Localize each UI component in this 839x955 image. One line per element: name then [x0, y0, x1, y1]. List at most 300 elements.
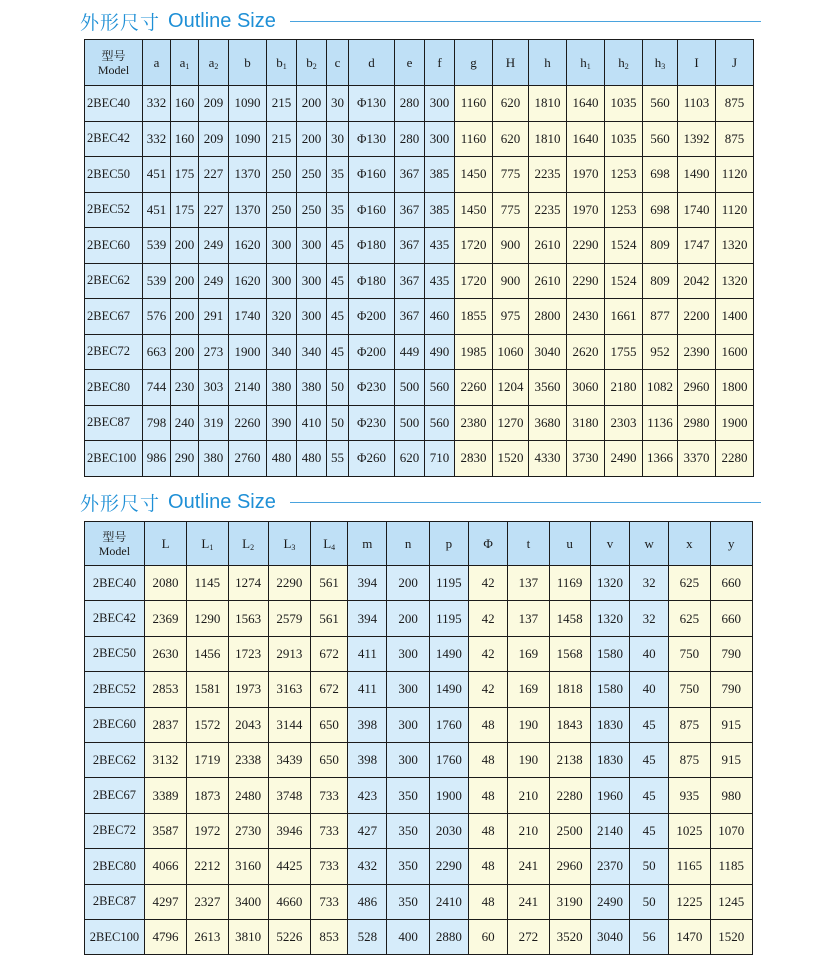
- table-cell: 2490: [590, 884, 629, 919]
- section-title-cn: 外形尺寸: [80, 492, 161, 515]
- table-row: [85, 849, 753, 884]
- model-cell: 2BEC72: [85, 813, 145, 848]
- table-cell: 798: [143, 405, 171, 441]
- table-cell: 1490: [678, 157, 716, 193]
- table-cell: 1830: [590, 707, 629, 742]
- table-cell: Φ160: [349, 157, 395, 193]
- table-cell: 35: [327, 157, 349, 193]
- table-row: [85, 742, 753, 777]
- table-cell: 744: [143, 370, 171, 406]
- header-col-sub: 1: [586, 61, 591, 71]
- table-cell: 394: [348, 566, 387, 601]
- table-cell: 1400: [716, 299, 754, 335]
- table-cell: 2980: [678, 405, 716, 441]
- table-cell: 175: [171, 192, 199, 228]
- table-cell: 1873: [187, 778, 228, 813]
- table-cell: 5226: [268, 919, 310, 954]
- header-model: [85, 522, 145, 566]
- model-cell: 2BEC52: [85, 192, 143, 228]
- table-cell: 663: [143, 334, 171, 370]
- header-col-7: [429, 522, 468, 566]
- table-cell: 32: [630, 566, 669, 601]
- table-cell: 1320: [716, 228, 754, 264]
- table-cell: 2180: [605, 370, 643, 406]
- table-row: [85, 228, 754, 264]
- table-cell: 300: [425, 86, 455, 122]
- table-cell: 3587: [144, 813, 186, 848]
- table-cell: 332: [143, 121, 171, 157]
- table-cell: 227: [199, 192, 229, 228]
- table-cell: 1470: [669, 919, 710, 954]
- header-col-sub: 2: [214, 61, 219, 71]
- table-cell: 2610: [529, 228, 567, 264]
- model-cell: 2BEC62: [85, 263, 143, 299]
- table-cell: 900: [493, 228, 529, 264]
- table-cell: 50: [327, 370, 349, 406]
- table-cell: 1970: [567, 192, 605, 228]
- header-col-1: [171, 40, 199, 86]
- header-col-base: f: [437, 54, 442, 70]
- table-row: [85, 566, 753, 601]
- header-col-base: g: [470, 54, 477, 70]
- table-cell: 451: [143, 157, 171, 193]
- header-col-7: [349, 40, 395, 86]
- table-cell: 42: [469, 636, 508, 671]
- table-cell: 320: [267, 299, 297, 335]
- table-cell: 209: [199, 86, 229, 122]
- table-cell: 698: [643, 192, 678, 228]
- header-col-base: t: [526, 535, 531, 551]
- table-cell: 1160: [455, 86, 493, 122]
- table-cell: 1972: [187, 813, 228, 848]
- header-col-17: [716, 40, 754, 86]
- header-col-14: [605, 40, 643, 86]
- table-cell: 300: [387, 636, 429, 671]
- table-body: [85, 566, 753, 955]
- table-cell: 250: [267, 157, 297, 193]
- table-cell: 620: [493, 86, 529, 122]
- table-cell: 390: [267, 405, 297, 441]
- table-cell: 3439: [268, 742, 310, 777]
- table-cell: 300: [267, 263, 297, 299]
- header-col-sub: 2: [250, 542, 255, 552]
- table-row: [85, 636, 753, 671]
- table-cell: 35: [327, 192, 349, 228]
- table-cell: 3730: [567, 441, 605, 477]
- table-cell: 411: [348, 636, 387, 671]
- header-col-sub: 3: [661, 61, 666, 71]
- table-cell: 561: [311, 601, 348, 636]
- table-body: [85, 86, 754, 477]
- table-cell: 3040: [529, 334, 567, 370]
- table-cell: 2235: [529, 192, 567, 228]
- header-col-base: p: [445, 535, 453, 551]
- table-cell: 1524: [605, 263, 643, 299]
- table-cell: Φ160: [349, 192, 395, 228]
- table-cell: 875: [716, 121, 754, 157]
- table-cell: Φ180: [349, 228, 395, 264]
- table-cell: 1970: [567, 157, 605, 193]
- table-cell: 350: [387, 778, 429, 813]
- table-cell: 915: [710, 707, 752, 742]
- header-col-base: L: [201, 535, 210, 551]
- table-cell: 672: [311, 636, 348, 671]
- table-cell: 4066: [144, 849, 186, 884]
- table-cell: 1740: [229, 299, 267, 335]
- table-cell: 1640: [567, 86, 605, 122]
- table-cell: 4660: [268, 884, 310, 919]
- table-cell: 875: [669, 742, 710, 777]
- table-cell: 432: [348, 849, 387, 884]
- title-rule: [290, 21, 761, 22]
- section-title-cn: 外形尺寸: [80, 11, 161, 34]
- table-cell: 2620: [567, 334, 605, 370]
- table-cell: 2730: [228, 813, 268, 848]
- table-cell: 319: [199, 405, 229, 441]
- table-cell: 1747: [678, 228, 716, 264]
- table-cell: 367: [395, 299, 425, 335]
- table-cell: 367: [395, 228, 425, 264]
- table-header-row: [85, 40, 754, 86]
- table-cell: 3389: [144, 778, 186, 813]
- table-cell: 1320: [716, 263, 754, 299]
- table-cell: Φ200: [349, 299, 395, 335]
- header-col-sub: 1: [209, 542, 214, 552]
- table-cell: 280: [395, 86, 425, 122]
- table-cell: 40: [630, 636, 669, 671]
- table-cell: 2500: [549, 813, 590, 848]
- table-cell: 45: [630, 707, 669, 742]
- header-col-10: [455, 40, 493, 86]
- model-cell: 2BEC62: [85, 742, 145, 777]
- header-col-12: [529, 40, 567, 86]
- table-cell: 561: [311, 566, 348, 601]
- table-cell: 332: [143, 86, 171, 122]
- table-cell: 539: [143, 228, 171, 264]
- header-col-9: [425, 40, 455, 86]
- table-cell: 273: [199, 334, 229, 370]
- table-cell: 2630: [144, 636, 186, 671]
- table-cell: 410: [297, 405, 327, 441]
- table-cell: 1900: [716, 405, 754, 441]
- header-col-base: L: [283, 535, 292, 551]
- table-cell: 200: [171, 263, 199, 299]
- table-cell: 750: [669, 672, 710, 707]
- header-col-9: [508, 522, 549, 566]
- table-cell: 190: [508, 707, 549, 742]
- model-cell: 2BEC67: [85, 299, 143, 335]
- table-row: [85, 672, 753, 707]
- header-col-16: [678, 40, 716, 86]
- table-cell: 48: [469, 742, 508, 777]
- table-cell: 200: [387, 566, 429, 601]
- table-cell: 32: [630, 601, 669, 636]
- table-cell: 1855: [455, 299, 493, 335]
- table-cell: 1025: [669, 813, 710, 848]
- table-cell: 50: [327, 405, 349, 441]
- table-cell: 480: [267, 441, 297, 477]
- table-cell: 1136: [643, 405, 678, 441]
- table-cell: 480: [297, 441, 327, 477]
- table-cell: 2280: [716, 441, 754, 477]
- table-row: [85, 157, 754, 193]
- table-row: [85, 405, 754, 441]
- table-cell: 1810: [529, 86, 567, 122]
- table-cell: 500: [395, 405, 425, 441]
- table-cell: 48: [469, 849, 508, 884]
- header-col-sub: 1: [282, 61, 287, 71]
- table-cell: 853: [311, 919, 348, 954]
- table-cell: 2260: [455, 370, 493, 406]
- table-cell: 2610: [529, 263, 567, 299]
- table-cell: 2327: [187, 884, 228, 919]
- table-cell: 215: [267, 121, 297, 157]
- model-cell: 2BEC60: [85, 228, 143, 264]
- table-cell: 380: [199, 441, 229, 477]
- header-col-base: a: [153, 54, 160, 70]
- model-cell: 2BEC60: [85, 707, 145, 742]
- table-cell: 40: [630, 672, 669, 707]
- table-cell: 291: [199, 299, 229, 335]
- model-cell: 2BEC80: [85, 849, 145, 884]
- table-cell: 1490: [429, 672, 468, 707]
- table-cell: 2043: [228, 707, 268, 742]
- table-cell: 620: [493, 121, 529, 157]
- table-cell: 1760: [429, 742, 468, 777]
- table-cell: 1973: [228, 672, 268, 707]
- table-cell: 175: [171, 157, 199, 193]
- table-cell: 490: [425, 334, 455, 370]
- table-cell: 1458: [549, 601, 590, 636]
- table-cell: 2140: [590, 813, 629, 848]
- table-cell: 672: [311, 672, 348, 707]
- table-cell: 427: [348, 813, 387, 848]
- table-cell: 2290: [268, 566, 310, 601]
- table-cell: 209: [199, 121, 229, 157]
- header-col-base: h: [580, 54, 587, 70]
- table-cell: 539: [143, 263, 171, 299]
- table-cell: 500: [395, 370, 425, 406]
- header-col-base: L: [242, 535, 251, 551]
- table-cell: 775: [493, 157, 529, 193]
- table-row: [85, 778, 753, 813]
- table-cell: 560: [643, 86, 678, 122]
- model-cell: 2BEC42: [85, 121, 143, 157]
- table-cell: 449: [395, 334, 425, 370]
- table-cell: 733: [311, 884, 348, 919]
- table-cell: 45: [630, 742, 669, 777]
- table-row: [85, 299, 754, 335]
- table-cell: 2138: [549, 742, 590, 777]
- table-cell: 560: [425, 405, 455, 441]
- table-cell: 3163: [268, 672, 310, 707]
- header-col-3: [268, 522, 310, 566]
- table-cell: 3040: [590, 919, 629, 954]
- header-model: [85, 40, 143, 86]
- table-cell: 2490: [605, 441, 643, 477]
- table-cell: 750: [669, 636, 710, 671]
- header-col-15: [643, 40, 678, 86]
- table-cell: 411: [348, 672, 387, 707]
- header-model-cn: 型号: [101, 48, 126, 63]
- table-cell: 660: [710, 566, 752, 601]
- header-col-base: e: [406, 54, 413, 70]
- table-cell: 48: [469, 707, 508, 742]
- header-col-base: v: [606, 535, 614, 551]
- table-cell: 48: [469, 884, 508, 919]
- table-cell: 50: [630, 849, 669, 884]
- table-cell: 200: [171, 299, 199, 335]
- header-col-base: H: [505, 54, 516, 70]
- table-cell: 137: [508, 601, 549, 636]
- table-cell: 2080: [144, 566, 186, 601]
- table-cell: 650: [311, 742, 348, 777]
- table-cell: 2830: [455, 441, 493, 477]
- table-cell: 50: [630, 884, 669, 919]
- table-cell: 1370: [229, 157, 267, 193]
- table-cell: Φ230: [349, 370, 395, 406]
- header-col-base: L: [323, 535, 332, 551]
- table-cell: 2338: [228, 742, 268, 777]
- table-cell: 210: [508, 778, 549, 813]
- header-col-base: a: [208, 54, 215, 70]
- table-cell: 1520: [710, 919, 752, 954]
- table-cell: 367: [395, 157, 425, 193]
- table-cell: 560: [425, 370, 455, 406]
- table-cell: 1563: [228, 601, 268, 636]
- table-cell: 45: [630, 813, 669, 848]
- table-cell: 1620: [229, 228, 267, 264]
- table-cell: 2880: [429, 919, 468, 954]
- table-cell: 1082: [643, 370, 678, 406]
- table-cell: 980: [710, 778, 752, 813]
- table-row: [85, 919, 753, 954]
- header-col-base: y: [728, 535, 735, 551]
- table-cell: 1810: [529, 121, 567, 157]
- table-cell: 200: [171, 334, 199, 370]
- table-cell: Φ230: [349, 405, 395, 441]
- table-cell: 380: [297, 370, 327, 406]
- table-cell: 56: [630, 919, 669, 954]
- table-row: [85, 601, 753, 636]
- table-cell: 3400: [228, 884, 268, 919]
- table-cell: 300: [387, 672, 429, 707]
- table-cell: 2579: [268, 601, 310, 636]
- model-cell: 2BEC100: [85, 919, 145, 954]
- table-cell: 4330: [529, 441, 567, 477]
- table-cell: 1800: [716, 370, 754, 406]
- table-cell: 1572: [187, 707, 228, 742]
- table-cell: 2030: [429, 813, 468, 848]
- table-cell: 2837: [144, 707, 186, 742]
- table-cell: Φ180: [349, 263, 395, 299]
- table-cell: 435: [425, 228, 455, 264]
- table-cell: 1600: [716, 334, 754, 370]
- table-cell: 2235: [529, 157, 567, 193]
- section-title-en: Outline Size: [168, 490, 276, 513]
- table-cell: 200: [387, 601, 429, 636]
- header-col-base: b: [306, 54, 313, 70]
- header-col-12: [630, 522, 669, 566]
- model-cell: 2BEC100: [85, 441, 143, 477]
- table-cell: 300: [425, 121, 455, 157]
- header-col-sub: 3: [291, 542, 296, 552]
- header-col-base: h: [654, 54, 662, 70]
- table-cell: 160: [171, 121, 199, 157]
- table-cell: 1843: [549, 707, 590, 742]
- table-cell: 1320: [590, 601, 629, 636]
- table-cell: 809: [643, 263, 678, 299]
- table-row: [85, 707, 753, 742]
- table-cell: 160: [171, 86, 199, 122]
- table-cell: Φ130: [349, 86, 395, 122]
- table-cell: 1720: [455, 228, 493, 264]
- table-cell: 733: [311, 849, 348, 884]
- header-col-13: [669, 522, 710, 566]
- table-cell: 48: [469, 778, 508, 813]
- table-cell: 1320: [590, 566, 629, 601]
- header-col-sub: 2: [312, 61, 317, 71]
- table-cell: 1392: [678, 121, 716, 157]
- table-cell: 1035: [605, 86, 643, 122]
- table-cell: 3190: [549, 884, 590, 919]
- header-col-base: a: [179, 54, 186, 70]
- table-cell: 3810: [228, 919, 268, 954]
- table-cell: 3180: [567, 405, 605, 441]
- header-col-4: [267, 40, 297, 86]
- table-cell: 2913: [268, 636, 310, 671]
- table-cell: 986: [143, 441, 171, 477]
- header-col-sub: 4: [331, 542, 336, 552]
- table-cell: 2042: [678, 263, 716, 299]
- table-cell: 3680: [529, 405, 567, 441]
- table-cell: 137: [508, 566, 549, 601]
- table-cell: 290: [171, 441, 199, 477]
- table-cell: 1450: [455, 192, 493, 228]
- header-col-sub: 1: [185, 61, 190, 71]
- section-title-en: Outline Size: [168, 9, 276, 32]
- table-cell: 698: [643, 157, 678, 193]
- table-cell: 1185: [710, 849, 752, 884]
- table-cell: 1145: [187, 566, 228, 601]
- table-cell: 2290: [567, 228, 605, 264]
- table-cell: 1370: [229, 192, 267, 228]
- header-col-8: [395, 40, 425, 86]
- table-cell: 2613: [187, 919, 228, 954]
- model-cell: 2BEC87: [85, 884, 145, 919]
- outline-size-table-1: [84, 39, 754, 477]
- table-cell: 528: [348, 919, 387, 954]
- header-model-en: Model: [98, 543, 131, 558]
- table-cell: 1661: [605, 299, 643, 335]
- table-cell: 3946: [268, 813, 310, 848]
- header-col-6: [327, 40, 349, 86]
- table-cell: 340: [297, 334, 327, 370]
- table-cell: 1818: [549, 672, 590, 707]
- table-cell: 45: [327, 299, 349, 335]
- table-row: [85, 813, 753, 848]
- table-cell: 790: [710, 672, 752, 707]
- table-cell: 340: [267, 334, 297, 370]
- table-cell: Φ130: [349, 121, 395, 157]
- table-cell: 45: [630, 778, 669, 813]
- table-cell: 1103: [678, 86, 716, 122]
- table-cell: 350: [387, 884, 429, 919]
- table-cell: 367: [395, 192, 425, 228]
- model-cell: 2BEC72: [85, 334, 143, 370]
- table-cell: 1160: [455, 121, 493, 157]
- model-cell: 2BEC40: [85, 86, 143, 122]
